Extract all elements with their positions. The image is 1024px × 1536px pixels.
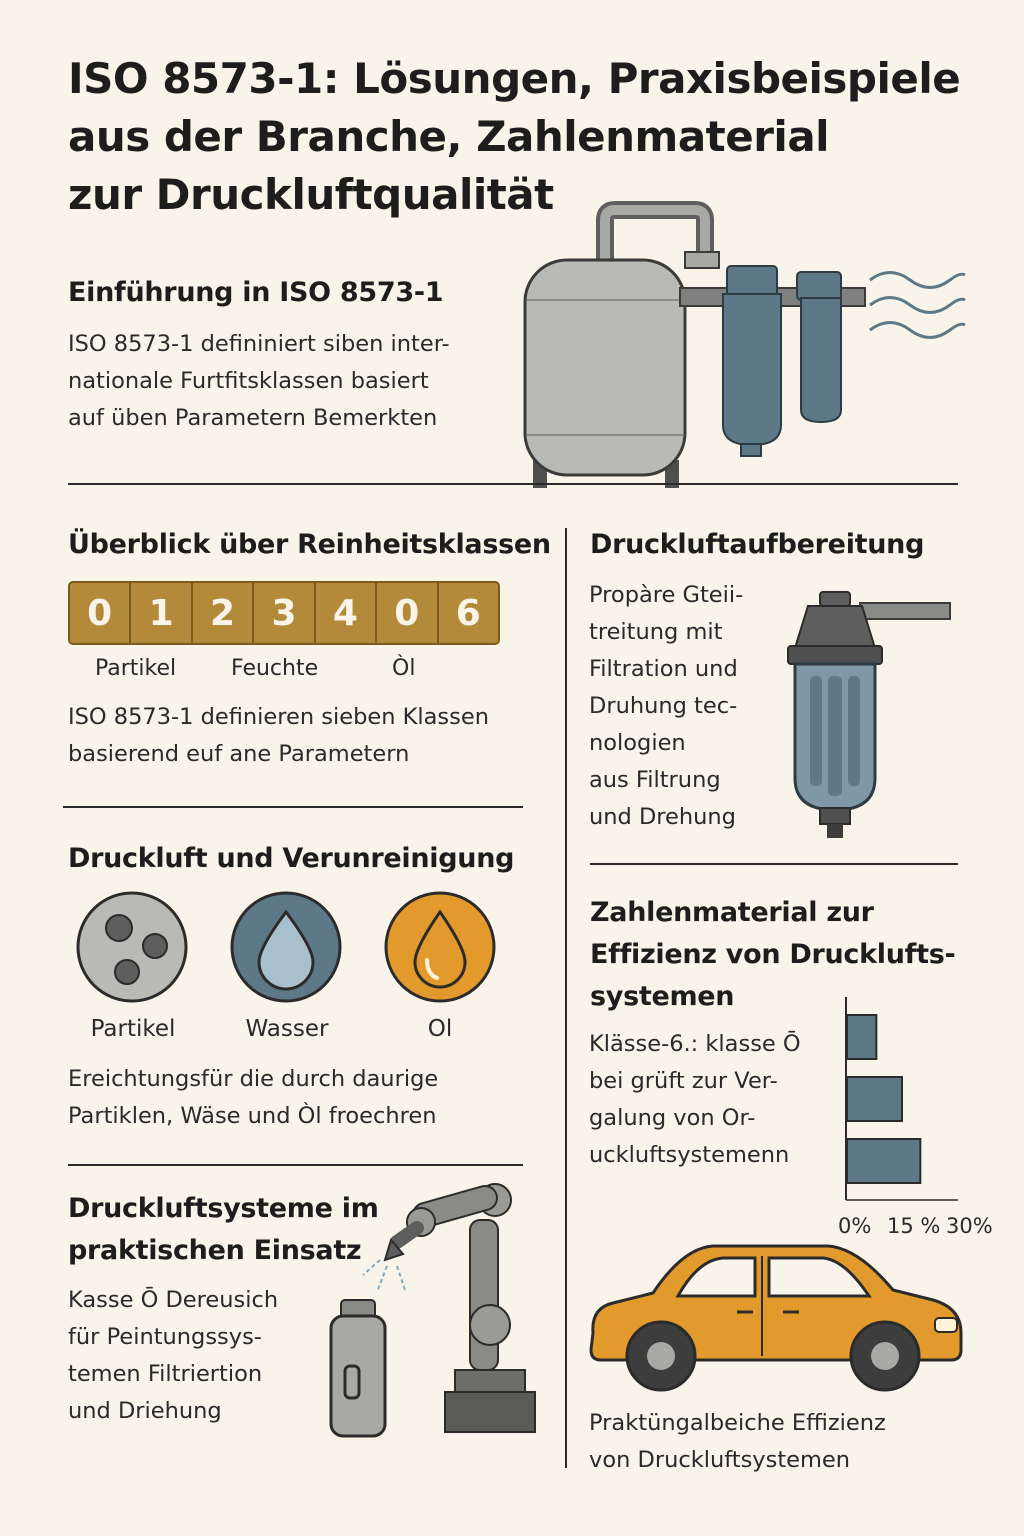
intro-heading: Einführung in ISO 8573-1 xyxy=(68,277,444,308)
intro-text-line: ISO 8573-1 defininiert siben inter- xyxy=(68,331,450,357)
strip-label-humidity: Feuchte xyxy=(231,656,319,681)
efficiency-text xyxy=(589,1026,801,1174)
treatment-text-line: Druhung tec- xyxy=(589,693,738,719)
practice-text-line: und Driehung xyxy=(68,1398,222,1424)
chart-bar xyxy=(847,1077,902,1121)
strip-label-oil: Òl xyxy=(392,656,416,681)
intro-section xyxy=(68,272,450,437)
filter-icon xyxy=(780,588,955,843)
practice-text-line: temen Filtriertion xyxy=(68,1361,263,1387)
chart-tick-label: 30% xyxy=(946,1214,993,1238)
contamination-label-oil: Ol xyxy=(427,1016,453,1042)
overview-text-line: basierend euf ane Parametern xyxy=(68,741,410,767)
chart-bar xyxy=(847,1139,920,1183)
oil-drop-icon xyxy=(383,890,498,1005)
contamination-text-line: Partiklen, Wäse und Òl froechren xyxy=(68,1103,437,1129)
practice-text-line: für Peintungssys- xyxy=(68,1324,262,1350)
efficiency-text-line: bei grüft zur Ver- xyxy=(589,1068,778,1094)
efficiency-heading-line: Zahlenmaterial zur xyxy=(590,897,874,928)
treatment-text-line: treitung mit xyxy=(589,619,723,645)
efficiency-text-line: uckluftsystemenn xyxy=(589,1142,790,1168)
efficiency-heading-line: Effizienz von Drucklufts- xyxy=(590,939,956,970)
class-cell: 4 xyxy=(316,583,377,643)
overview-text xyxy=(68,699,489,773)
divider-left-2 xyxy=(68,1164,523,1166)
overview-text-line: ISO 8573-1 definieren sieben Klassen xyxy=(68,704,489,730)
car-icon xyxy=(583,1238,968,1398)
chart-tick-label: 0% xyxy=(838,1214,872,1238)
robot-arm-icon xyxy=(325,1180,540,1445)
title-line-3: zur Druckluftqualität xyxy=(68,170,554,219)
chart-bar xyxy=(847,1015,876,1059)
page-title xyxy=(68,50,961,224)
car-caption xyxy=(589,1405,886,1479)
contamination-text xyxy=(68,1061,438,1135)
efficiency-heading-line: systemen xyxy=(590,981,735,1012)
treatment-text xyxy=(589,577,743,836)
particles-icon xyxy=(75,890,190,1005)
class-cell: 6 xyxy=(455,592,481,634)
contamination-text-line: Ereichtungsfür die durch daurige xyxy=(68,1066,439,1092)
contamination-heading: Druckluft und Verunreinigung xyxy=(68,843,515,874)
divider-right-1 xyxy=(590,863,958,865)
efficiency-text-line: Klässe-6.: klasse Ō xyxy=(589,1031,801,1057)
intro-text-line: auf üben Parametern Bemerkten xyxy=(68,405,438,431)
divider-left-1 xyxy=(63,806,523,808)
treatment-text-line: nologien xyxy=(589,730,686,756)
car-caption-line: von Druckluftsystemen xyxy=(589,1447,851,1473)
treatment-text-line: Propàre Gteii- xyxy=(589,582,744,608)
treatment-text-line: Filtration und xyxy=(589,656,738,682)
efficiency-bar-chart xyxy=(840,995,960,1205)
class-cell: 2 xyxy=(193,583,254,643)
treatment-heading: Druckluftaufbereitung xyxy=(590,529,925,560)
compressor-illustration xyxy=(515,200,975,490)
column-divider xyxy=(565,528,567,1468)
practice-heading-line: Druckluftsysteme im xyxy=(68,1193,379,1224)
contamination-label-particle: Partikel xyxy=(90,1016,176,1042)
chart-tick-label: 15 % xyxy=(887,1214,941,1238)
overview-heading: Überblick über Reinheitsklassen xyxy=(68,529,551,560)
class-cell: 1 xyxy=(131,583,192,643)
car-caption-line: Praktüngalbeiche Effizienz xyxy=(589,1410,886,1436)
practice-text xyxy=(68,1282,278,1430)
title-line-1: ISO 8573-1: Lösungen, Praxisbeispiele xyxy=(68,54,961,103)
treatment-text-line: aus Filtrung xyxy=(589,767,721,793)
water-drop-icon xyxy=(229,890,344,1005)
contamination-label-water: Wasser xyxy=(245,1016,329,1042)
practice-heading-line: praktischen Einsatz xyxy=(68,1235,362,1266)
title-line-2: aus der Branche, Zahlenmaterial xyxy=(68,112,830,161)
intro-text-line: nationale Furtfitsklassen basiert xyxy=(68,368,429,394)
efficiency-text-line: galung von Or- xyxy=(589,1105,756,1131)
treatment-text-line: und Drehung xyxy=(589,804,736,830)
class-cell: 0 xyxy=(70,583,131,643)
class-strip xyxy=(68,581,500,645)
class-cell: 3 xyxy=(254,583,315,643)
strip-label-particle: Partikel xyxy=(95,656,177,681)
divider-top xyxy=(68,483,958,485)
class-cell: 0 xyxy=(377,583,438,643)
practice-text-line: Kasse Ō Dereusich xyxy=(68,1287,279,1313)
